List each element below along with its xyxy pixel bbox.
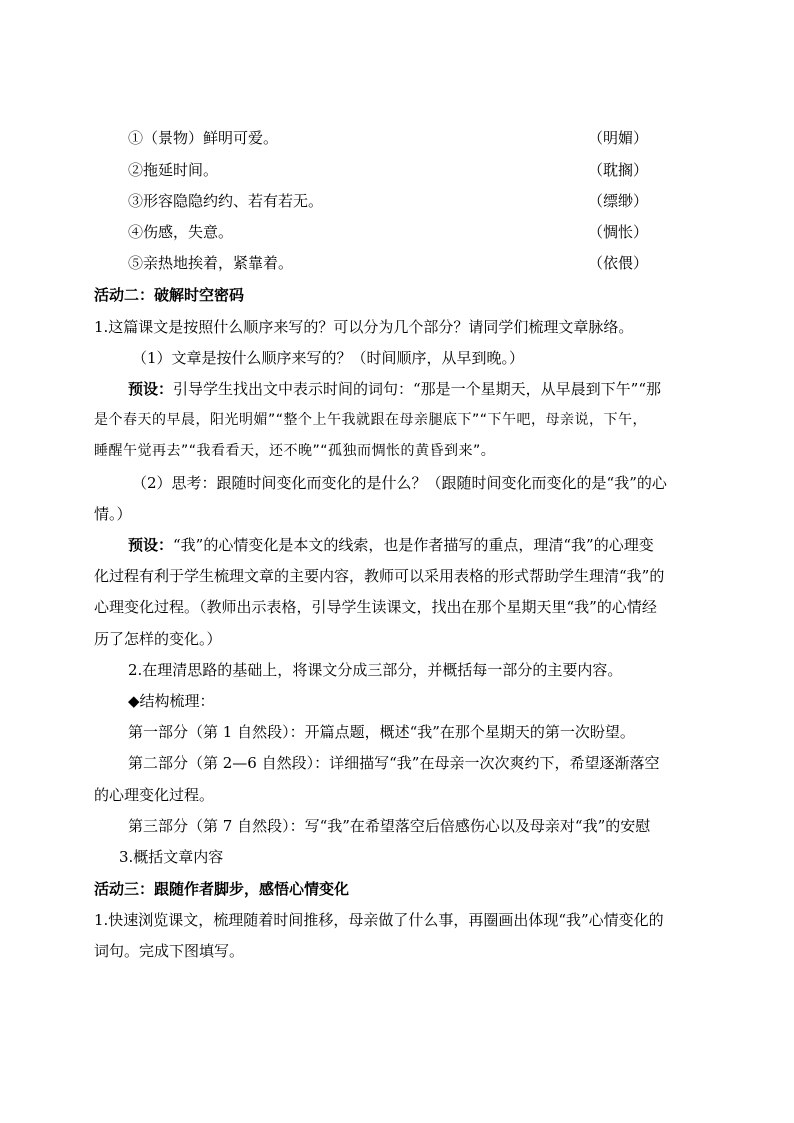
preset-1-line-2: 是个春天的早晨，阳光明媚”“整个上午我就跟在母亲腿底下”“下午吧，母亲说，下午， — [94, 412, 648, 428]
structure-part-3: 第三部分（第 7 自然段）：写“我”在希望落空后倍感伤心以及母亲对“我”的安慰 — [128, 817, 651, 835]
activity3-question-1-line-1: 1.快速浏览课文，梳理随着时间推移，母亲做了什么事，再圈画出体现“我”心情变化的 — [94, 911, 664, 929]
activity2-question-2: 2.在理清思路的基础上，将课文分成三部分，并概括每一部分的主要内容。 — [128, 661, 623, 679]
preset-2-line-4: 历了怎样的变化。） — [94, 630, 222, 648]
preset-2-line-2: 化过程有利于学生梳理文章的主要内容，教师可以采用表格的形式帮助学生理清“我”的 — [94, 567, 665, 585]
preset-1-line-3: 睡醒午觉再去”“我看看天，还不晚”“孤独而惆怅的黄昏到来”。 — [94, 443, 496, 459]
activity2-question-1: 1.这篇课文是按照什么顺序来写的？可以分为几个部分？请同学们梳理文章脉络。 — [94, 318, 634, 336]
preset-1-text: 引导学生找出文中表示时间的词句：“那是一个星期天，从早晨到下午”“那 — [173, 380, 662, 398]
activity2-subquestion-2-line-2: 情。） — [94, 505, 132, 523]
preset-1-label: 预设： — [128, 380, 174, 398]
activity3-question-1-line-2: 词句。完成下图填写。 — [94, 942, 245, 960]
vocab-def-4: ④伤感，失意。 — [128, 223, 234, 241]
vocab-word-2: （耽搁） — [588, 161, 649, 179]
preset-2-line-3: 心理变化过程。（教师出示表格，引导学生读课文，找出在那个星期天里“我”的心情经 — [94, 598, 657, 616]
activity2-subquestion-1: （1）文章是按什么顺序来写的？（时间顺序，从早到晚。） — [132, 349, 525, 367]
structure-part-1: 第一部分（第 1 自然段）：开篇点题，概述“我”在那个星期天的第一次盼望。 — [128, 723, 635, 741]
activity2-question-3: 3.概括文章内容 — [119, 848, 224, 866]
vocab-def-2: ②拖延时间。 — [128, 161, 219, 179]
activity2-subquestion-2-line-1: （2）思考：跟随时间变化而变化的是什么？（跟随时间变化而变化的是“我”的心 — [132, 474, 667, 492]
vocab-def-1: ①（景物）鲜明可爱。 — [128, 129, 279, 147]
preset-1-line-1 — [128, 379, 661, 399]
preset-2-line-1 — [128, 535, 654, 555]
structure-label: ◆结构梳理： — [128, 692, 215, 710]
vocab-word-4: （惆怅） — [588, 223, 649, 241]
vocab-def-3: ③形容隐隐约约、若有若无。 — [128, 192, 324, 210]
preset-2-label: 预设： — [128, 536, 174, 554]
vocab-word-1: （明媚） — [588, 129, 649, 147]
vocab-word-3: （缥缈） — [588, 192, 649, 210]
vocab-def-5: ⑤亲热地挨着，紧靠着。 — [128, 254, 294, 272]
activity2-heading: 活动二：破解时空密码 — [94, 286, 245, 304]
preset-2-text: “我”的心情变化是本文的线索，也是作者描写的重点，理清“我”的心理变 — [173, 536, 654, 554]
structure-part-2-line-1: 第二部分（第 2—6 自然段）：详细描写“我”在母亲一次次爽约下，希望逐渐落空 — [128, 754, 660, 772]
activity3-heading: 活动三：跟随作者脚步，感悟心情变化 — [94, 880, 350, 898]
structure-part-2-line-2: 的心理变化过程。 — [94, 786, 215, 804]
vocab-word-5: （依偎） — [588, 254, 649, 272]
